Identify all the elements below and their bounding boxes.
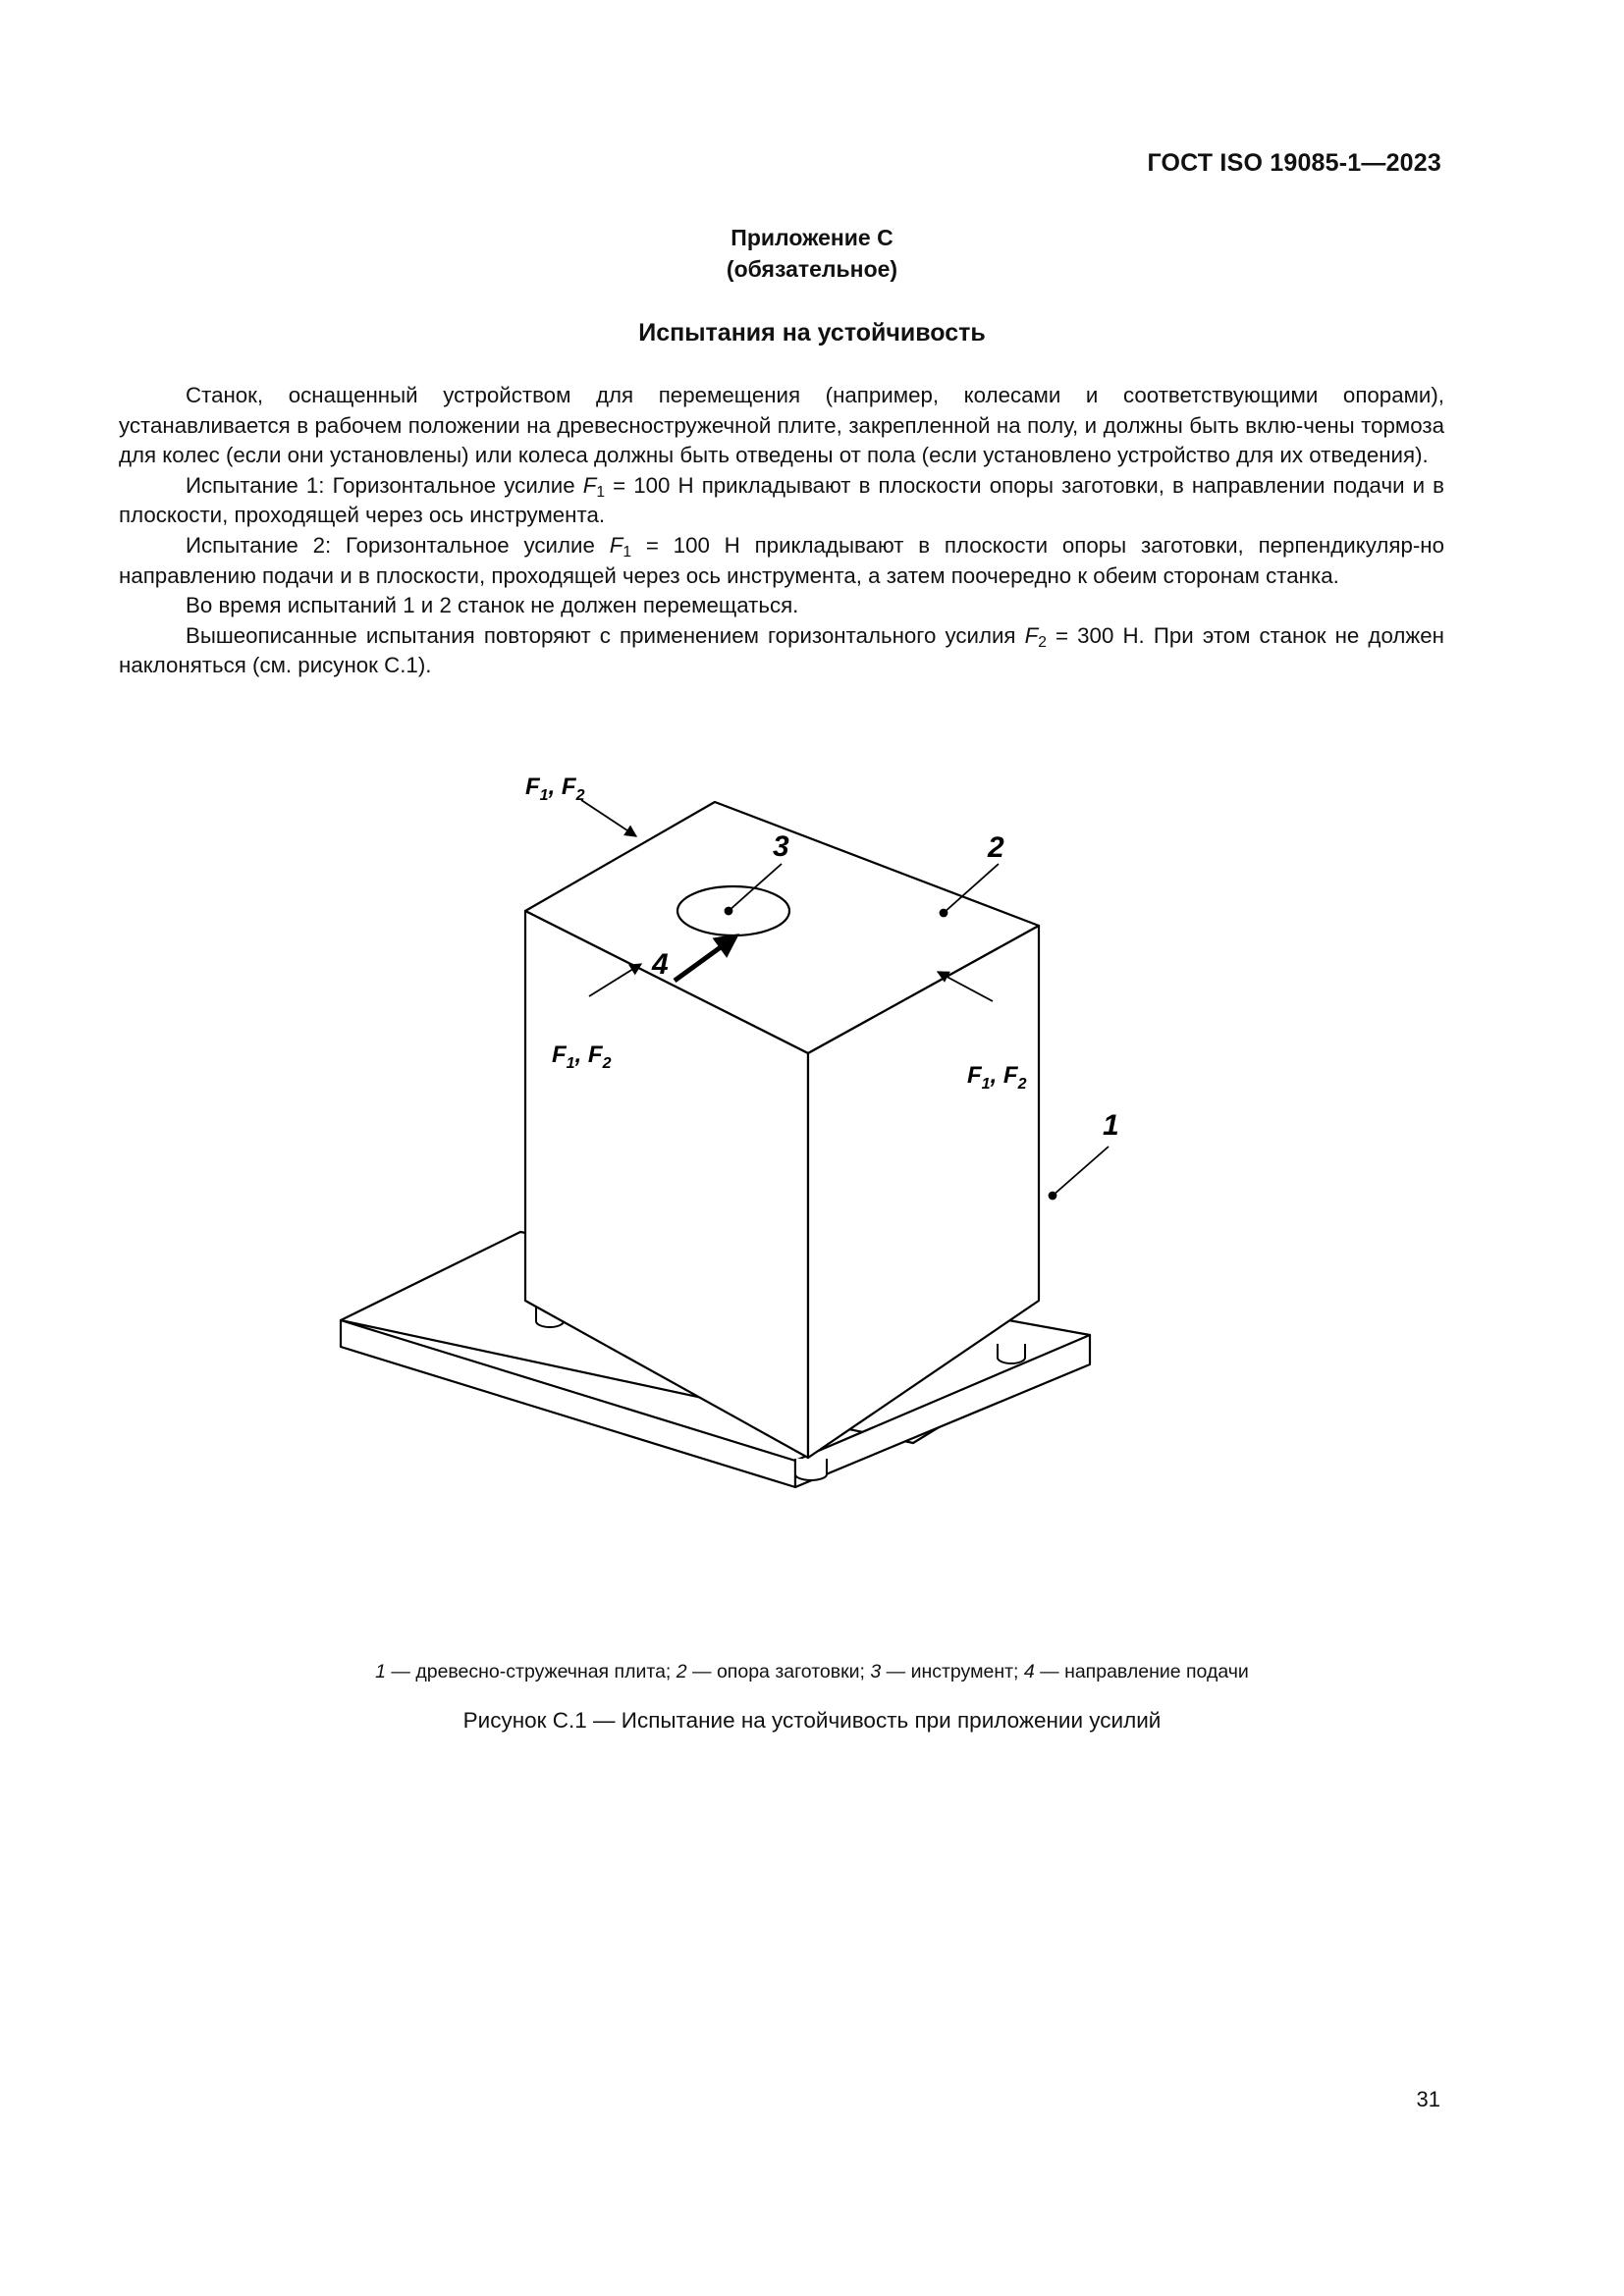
- force-var-1: F: [967, 1062, 982, 1089]
- annex-status: (обязательное): [726, 256, 898, 282]
- force-subscript: 2: [1038, 633, 1047, 651]
- force-sub-2: 2: [602, 1055, 612, 1072]
- force-label-right: [967, 1062, 1027, 1093]
- force-symbol: F: [582, 472, 597, 498]
- page-number: 31: [1416, 2087, 1440, 2111]
- label-chipboard: 1: [1103, 1109, 1119, 1142]
- paragraph-5: [119, 621, 1444, 681]
- body-text: [119, 381, 1444, 681]
- document-code: ГОСТ ISO 19085-1—2023: [1147, 149, 1441, 177]
- paragraph-4: Во время испытаний 1 и 2 станок не должен перемещаться.: [186, 593, 799, 618]
- force-sep: ,: [574, 1041, 588, 1068]
- paragraph-3-start: Испытание 2: Горизонтальное усилие: [186, 532, 610, 558]
- label-tool: 3: [773, 830, 789, 863]
- force-subscript: 1: [596, 483, 606, 501]
- force-symbol: F: [1024, 622, 1039, 648]
- legend-num-3: 3: [870, 1661, 882, 1682]
- legend-text-4: — направление подачи: [1034, 1661, 1249, 1682]
- force-sub-1: 1: [981, 1076, 991, 1093]
- figure-caption: Рисунок С.1 — Испытание на устойчивость при приложении усилий: [462, 1708, 1162, 1733]
- force-subscript: 1: [623, 543, 631, 561]
- force-sub-2: 2: [575, 787, 585, 804]
- force-sep: ,: [548, 774, 562, 800]
- legend-num-2: 2: [676, 1661, 687, 1682]
- force-sub-1: 1: [566, 1055, 575, 1072]
- legend-num-4: 4: [1023, 1661, 1035, 1682]
- force-var-1: F: [552, 1041, 567, 1068]
- force-label-top: [525, 774, 585, 804]
- paragraph-1: Станок, оснащенный устройством для перемещения (например, колесами и соответствующими опорами), устанавливается в рабочем положении на древесностружечной плите, закрепленной на полу, и должны быть вклю-чены тормоза для колес (если они установлены) или колеса должны быть отведены от пола (если установлено устройство для их отведения).: [119, 383, 1444, 468]
- force-var-1: F: [525, 774, 540, 800]
- force-sub-2: 2: [1017, 1076, 1027, 1093]
- paragraph-2-start: Испытание 1: Горизонтальное усилие: [186, 472, 583, 498]
- paragraph-3: [119, 531, 1444, 591]
- force-symbol: F: [609, 532, 623, 558]
- force-sep: ,: [990, 1062, 1003, 1089]
- stability-test-figure: [324, 766, 1267, 1649]
- force-var-2: F: [587, 1041, 603, 1068]
- figure-legend: [0, 1661, 1624, 1683]
- label-feed-direction: 4: [652, 948, 669, 981]
- paragraph-2: [119, 471, 1444, 531]
- legend-num-1: 1: [375, 1661, 387, 1682]
- paragraph-5-end: = 300 Н. При этом станок не должен наклоняться (см. рисунок С.1).: [119, 622, 1444, 678]
- tool-ellipse: [677, 886, 789, 935]
- paragraph-2-end: = 100 Н прикладывают в плоскости опоры заготовки, в направлении подачи и в плоскости, проходящей через ось инструмента.: [119, 472, 1444, 528]
- force-var-2: F: [561, 774, 576, 800]
- force-sub-1: 1: [539, 787, 549, 804]
- annex-title: Приложение С: [731, 225, 893, 250]
- paragraph-5-start: Вышеописанные испытания повторяют с применением горизонтального усилия: [186, 622, 1025, 648]
- section-title: Испытания на устойчивость: [638, 319, 986, 347]
- legend-text-1: — древесно-стружечная плита;: [386, 1661, 677, 1682]
- legend-text-2: — опора заготовки;: [686, 1661, 871, 1682]
- legend-text-3: — инструмент;: [881, 1661, 1024, 1682]
- force-var-2: F: [1002, 1062, 1018, 1089]
- label-workpiece-support: 2: [988, 831, 1004, 864]
- force-label-left: [552, 1041, 612, 1072]
- paragraph-3-end: = 100 Н прикладывают в плоскости опоры заготовки, перпендикуляр-но направлению подачи и в плоскости, проходящей через ось инструмента, а затем поочередно к обеим сторонам станка.: [119, 532, 1444, 588]
